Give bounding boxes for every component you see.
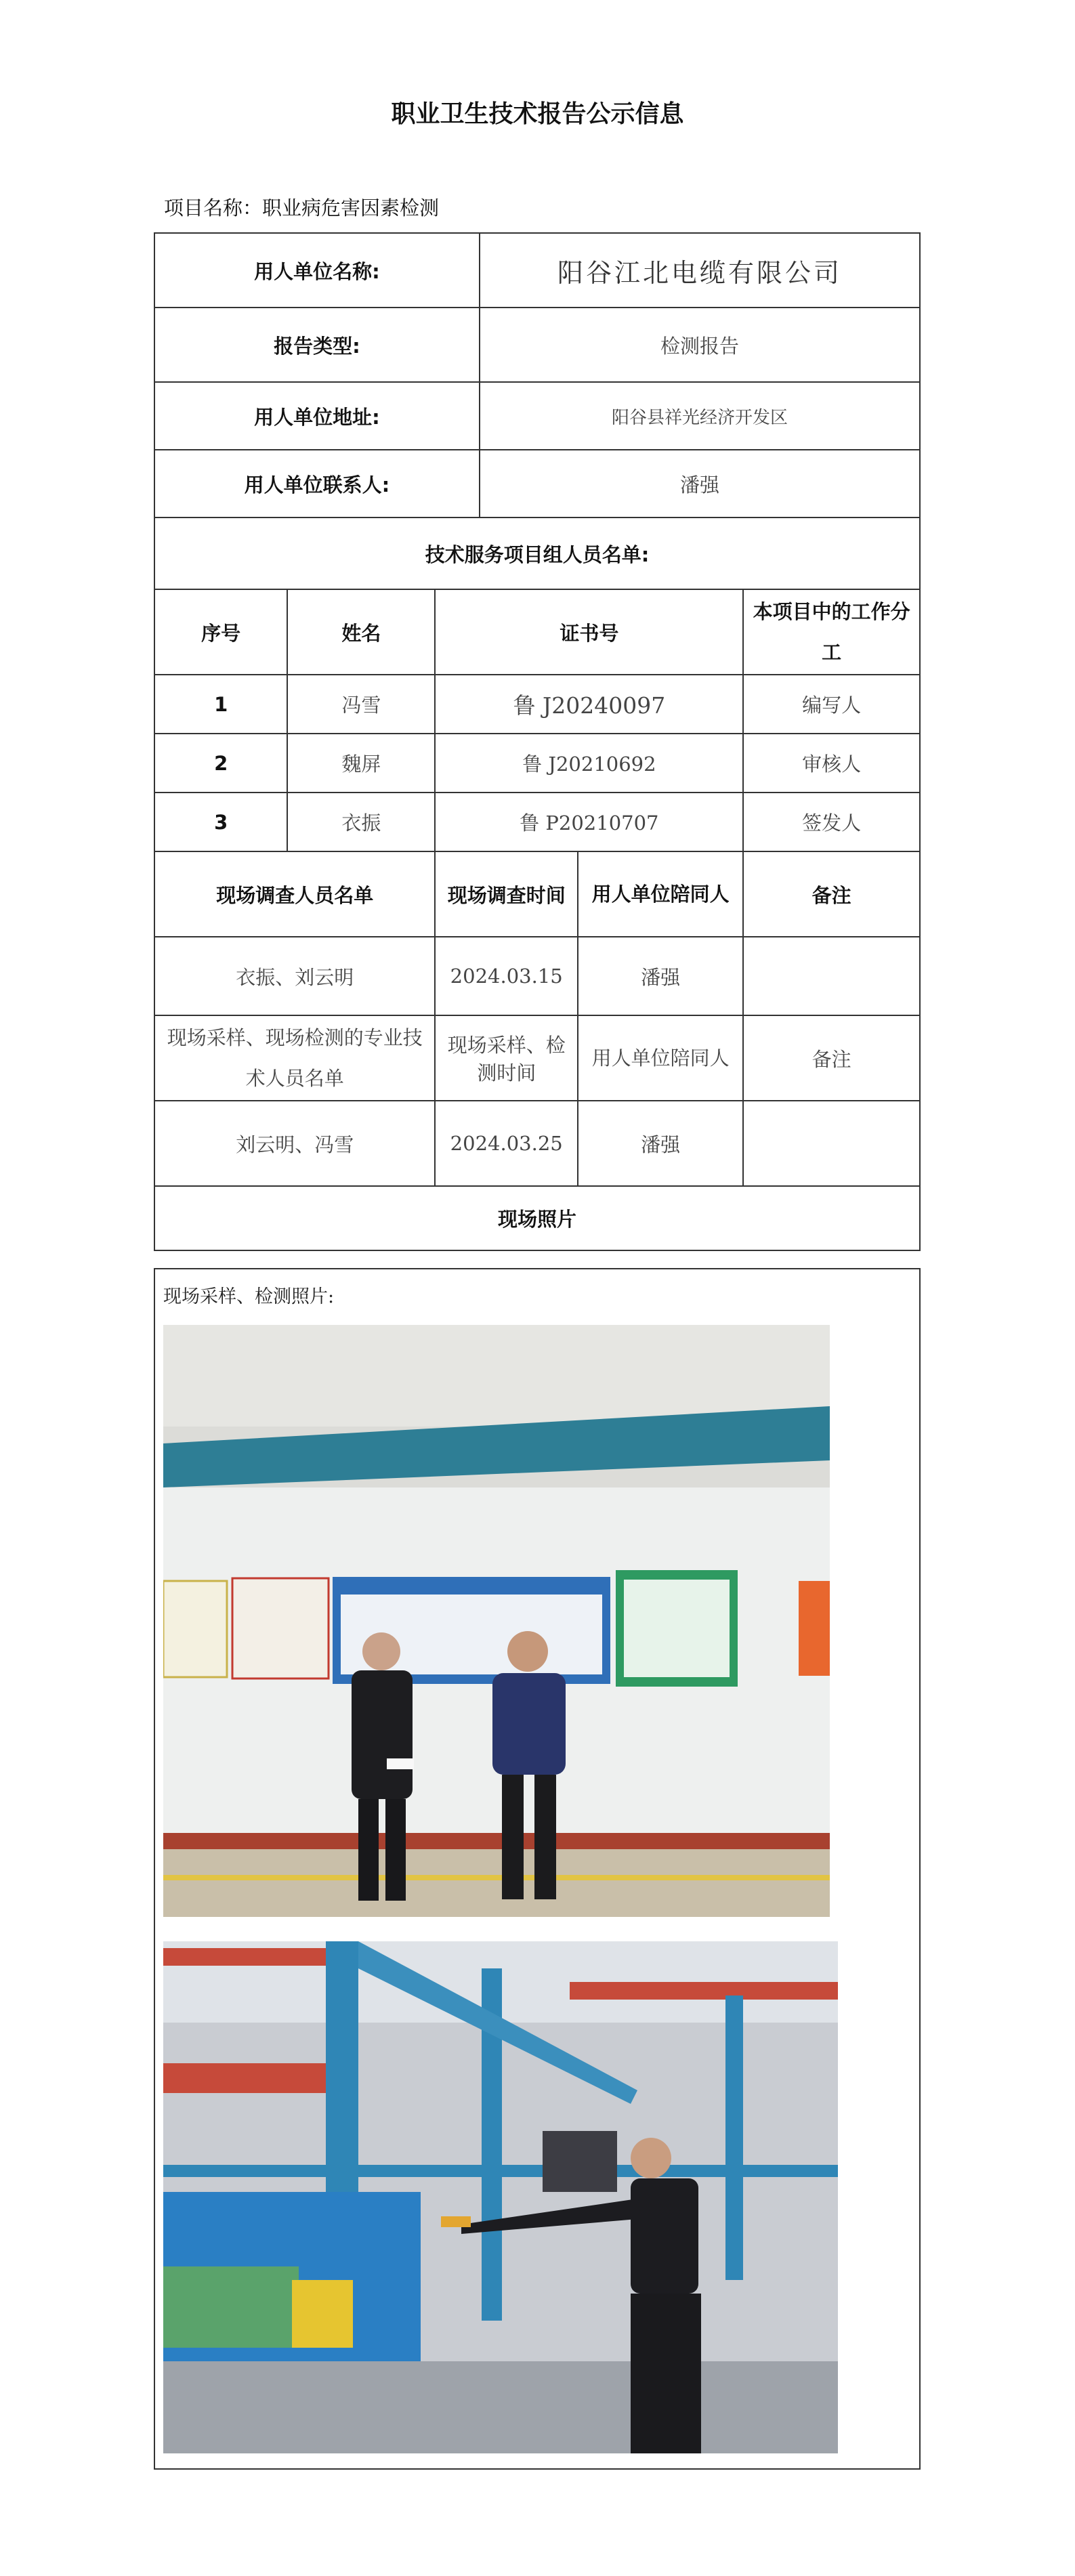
sample-date: 2024.03.25 [435, 1101, 578, 1186]
project-name: 项目名称：职业病危害因素检测 [164, 196, 440, 219]
team-no: 2 [154, 734, 287, 793]
report-type-label: 报告类型: [154, 308, 480, 382]
survey-note [743, 937, 920, 1015]
team-header-cert: 证书号 [435, 589, 743, 675]
table-row [154, 793, 920, 851]
site-photo-2 [163, 1941, 838, 2453]
team-no: 1 [154, 675, 287, 734]
report-table [154, 232, 921, 1251]
sample-header-note: 备注 [743, 1015, 920, 1101]
team-name: 衣振 [287, 793, 435, 851]
survey-escort: 潘强 [578, 937, 743, 1015]
contact-label: 用人单位联系人: [154, 450, 480, 518]
sample-people: 刘云明、冯雪 [154, 1101, 435, 1186]
report-type-value: 检测报告 [480, 308, 920, 382]
team-header-name: 姓名 [287, 589, 435, 675]
table-row [154, 734, 920, 793]
survey-header-people: 现场调查人员名单 [154, 851, 435, 937]
team-header-no: 序号 [154, 589, 287, 675]
survey-header-note: 备注 [743, 851, 920, 937]
team-no: 3 [154, 793, 287, 851]
sample-header-escort: 用人单位陪同人 [578, 1015, 743, 1101]
team-header-role: 本项目中的工作分工 [743, 589, 920, 675]
contact-value: 潘强 [480, 450, 920, 518]
table-row [154, 675, 920, 734]
unit-name-value: 阳谷江北电缆有限公司 [480, 233, 920, 308]
team-role: 编写人 [743, 675, 920, 734]
table-row [154, 937, 920, 1015]
survey-header-escort: 用人单位陪同人 [578, 851, 743, 937]
survey-people: 衣振、刘云明 [154, 937, 435, 1015]
survey-header-date: 现场调查时间 [435, 851, 578, 937]
team-heading: 技术服务项目组人员名单: [154, 518, 920, 589]
survey-date: 2024.03.15 [435, 937, 578, 1015]
team-role: 签发人 [743, 793, 920, 851]
address-value: 阳谷县祥光经济开发区 [480, 382, 920, 450]
site-photo-1 [163, 1325, 830, 1917]
team-cert: 鲁 P20210707 [435, 793, 743, 851]
team-role: 审核人 [743, 734, 920, 793]
sample-header-date: 现场采样、检测时间 [435, 1015, 578, 1101]
team-name: 冯雪 [287, 675, 435, 734]
sample-note [743, 1101, 920, 1186]
team-name: 魏屏 [287, 734, 435, 793]
table-row [154, 1101, 920, 1186]
sample-escort: 潘强 [578, 1101, 743, 1186]
page-title: 职业卫生技术报告公示信息 [391, 100, 684, 128]
sample-header-people: 现场采样、现场检测的专业技术人员名单 [154, 1015, 435, 1101]
address-label: 用人单位地址: [154, 382, 480, 450]
team-cert: 鲁 J20210692 [435, 734, 743, 793]
photo-caption: 现场采样、检测照片: [163, 1286, 335, 1307]
unit-name-label: 用人单位名称: [154, 233, 480, 308]
photos-heading: 现场照片 [154, 1186, 920, 1250]
team-cert: 鲁 J20240097 [435, 675, 743, 734]
photo-section [154, 1268, 921, 2470]
